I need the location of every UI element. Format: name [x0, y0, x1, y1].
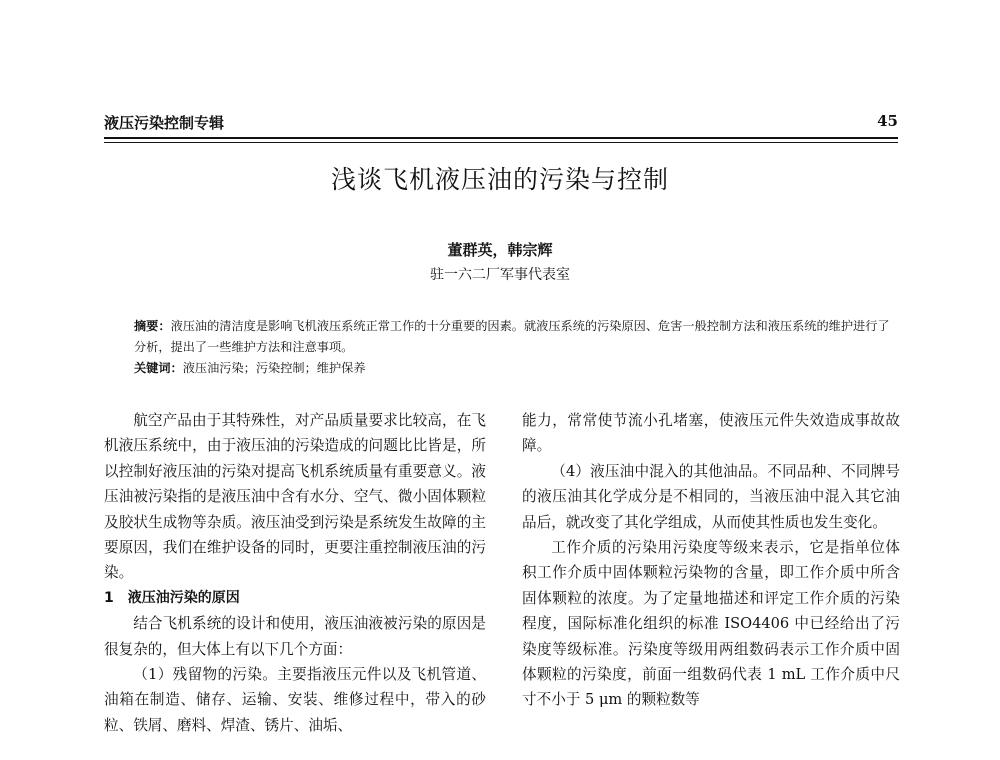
abstract-block: [104, 316, 898, 379]
abstract-paragraph: [104, 316, 898, 358]
item-4-paragraph: （4）液压油中混入的其他油品。不同品种、不同牌号的液压油其化学成分是不相同的，当液压油中混入其它油品后，就改变了其化学组成，从而使其性质也发生变化。: [522, 462, 900, 531]
header-rule-thick: [104, 137, 898, 139]
article-title: 浅谈飞机液压油的污染与控制: [330, 165, 669, 194]
intro-paragraph: 航空产品由于其特殊性，对产品质量要求比较高，在飞机液压系统中，由于液压油的污染造成的问题比比皆是，所以控制好液压油的污染对提高飞机系统质量有重要意义。液压油被污染指的是液压油中含有水分、空气、微小固体颗粒及胶状生成物等杂质。液压油受到污染是系统发生故障的主要原因，我们在维护设备的同时，更要注重控制液压油的污染。: [104, 412, 486, 582]
journal-name: 液压污染控制专辑: [104, 114, 225, 132]
author-affiliation: 驻一六二厂军事代表室: [430, 267, 570, 283]
keywords-line: [104, 358, 898, 379]
header-rule-thin: [104, 142, 898, 143]
page-number: 45: [877, 112, 898, 130]
abstract-label: 摘要：: [134, 319, 171, 333]
section-heading: 1 液压油污染的原因: [104, 589, 240, 606]
contamination-grade-paragraph: 工作介质的污染用污染度等级来表示，它是指单位体积工作介质中固体颗粒污染物的含量，即工作介质中所含固体颗粒的浓度。为了定量地描述和评定工作介质的污染程度，国际标准化组织的标准 ISO4406 中已经给出了污染度等级标准。污染度等级用两组数码表示工作介质中固体颗粒的污染度，前面一组数码代表 1 mL 工作介质中尺寸不小于 5 μm 的颗粒数等: [522, 539, 900, 709]
right-column: [522, 408, 900, 713]
running-header: [104, 112, 898, 138]
keywords-label: 关键词：: [134, 361, 183, 375]
author-list: 董群英，韩宗辉: [447, 241, 553, 259]
continued-paragraph: 能力，常常使节流小孔堵塞，使液压元件失效造成事故故障。: [522, 412, 900, 455]
section-intro-paragraph: 结合飞机系统的设计和使用，液压油液被污染的原因是很复杂的，但大体上有以下几个方面：: [104, 615, 486, 658]
left-column: [104, 408, 486, 738]
abstract-text: 液压油的清洁度是影响飞机液压系统正常工作的十分重要的因素。就液压系统的污染原因、危害一般控制方法和液压系统的维护进行了分析，提出了一些维护方法和注意事项。: [134, 319, 890, 354]
keywords-text: 液压油污染；污染控制；维护保养: [182, 361, 366, 375]
item-1-paragraph: （1）残留物的污染。主要指液压元件以及飞机管道、油箱在制造、储存、运输、安装、维修过程中，带入的砂粒、铁屑、磨料、焊渣、锈片、油垢、: [104, 666, 486, 734]
